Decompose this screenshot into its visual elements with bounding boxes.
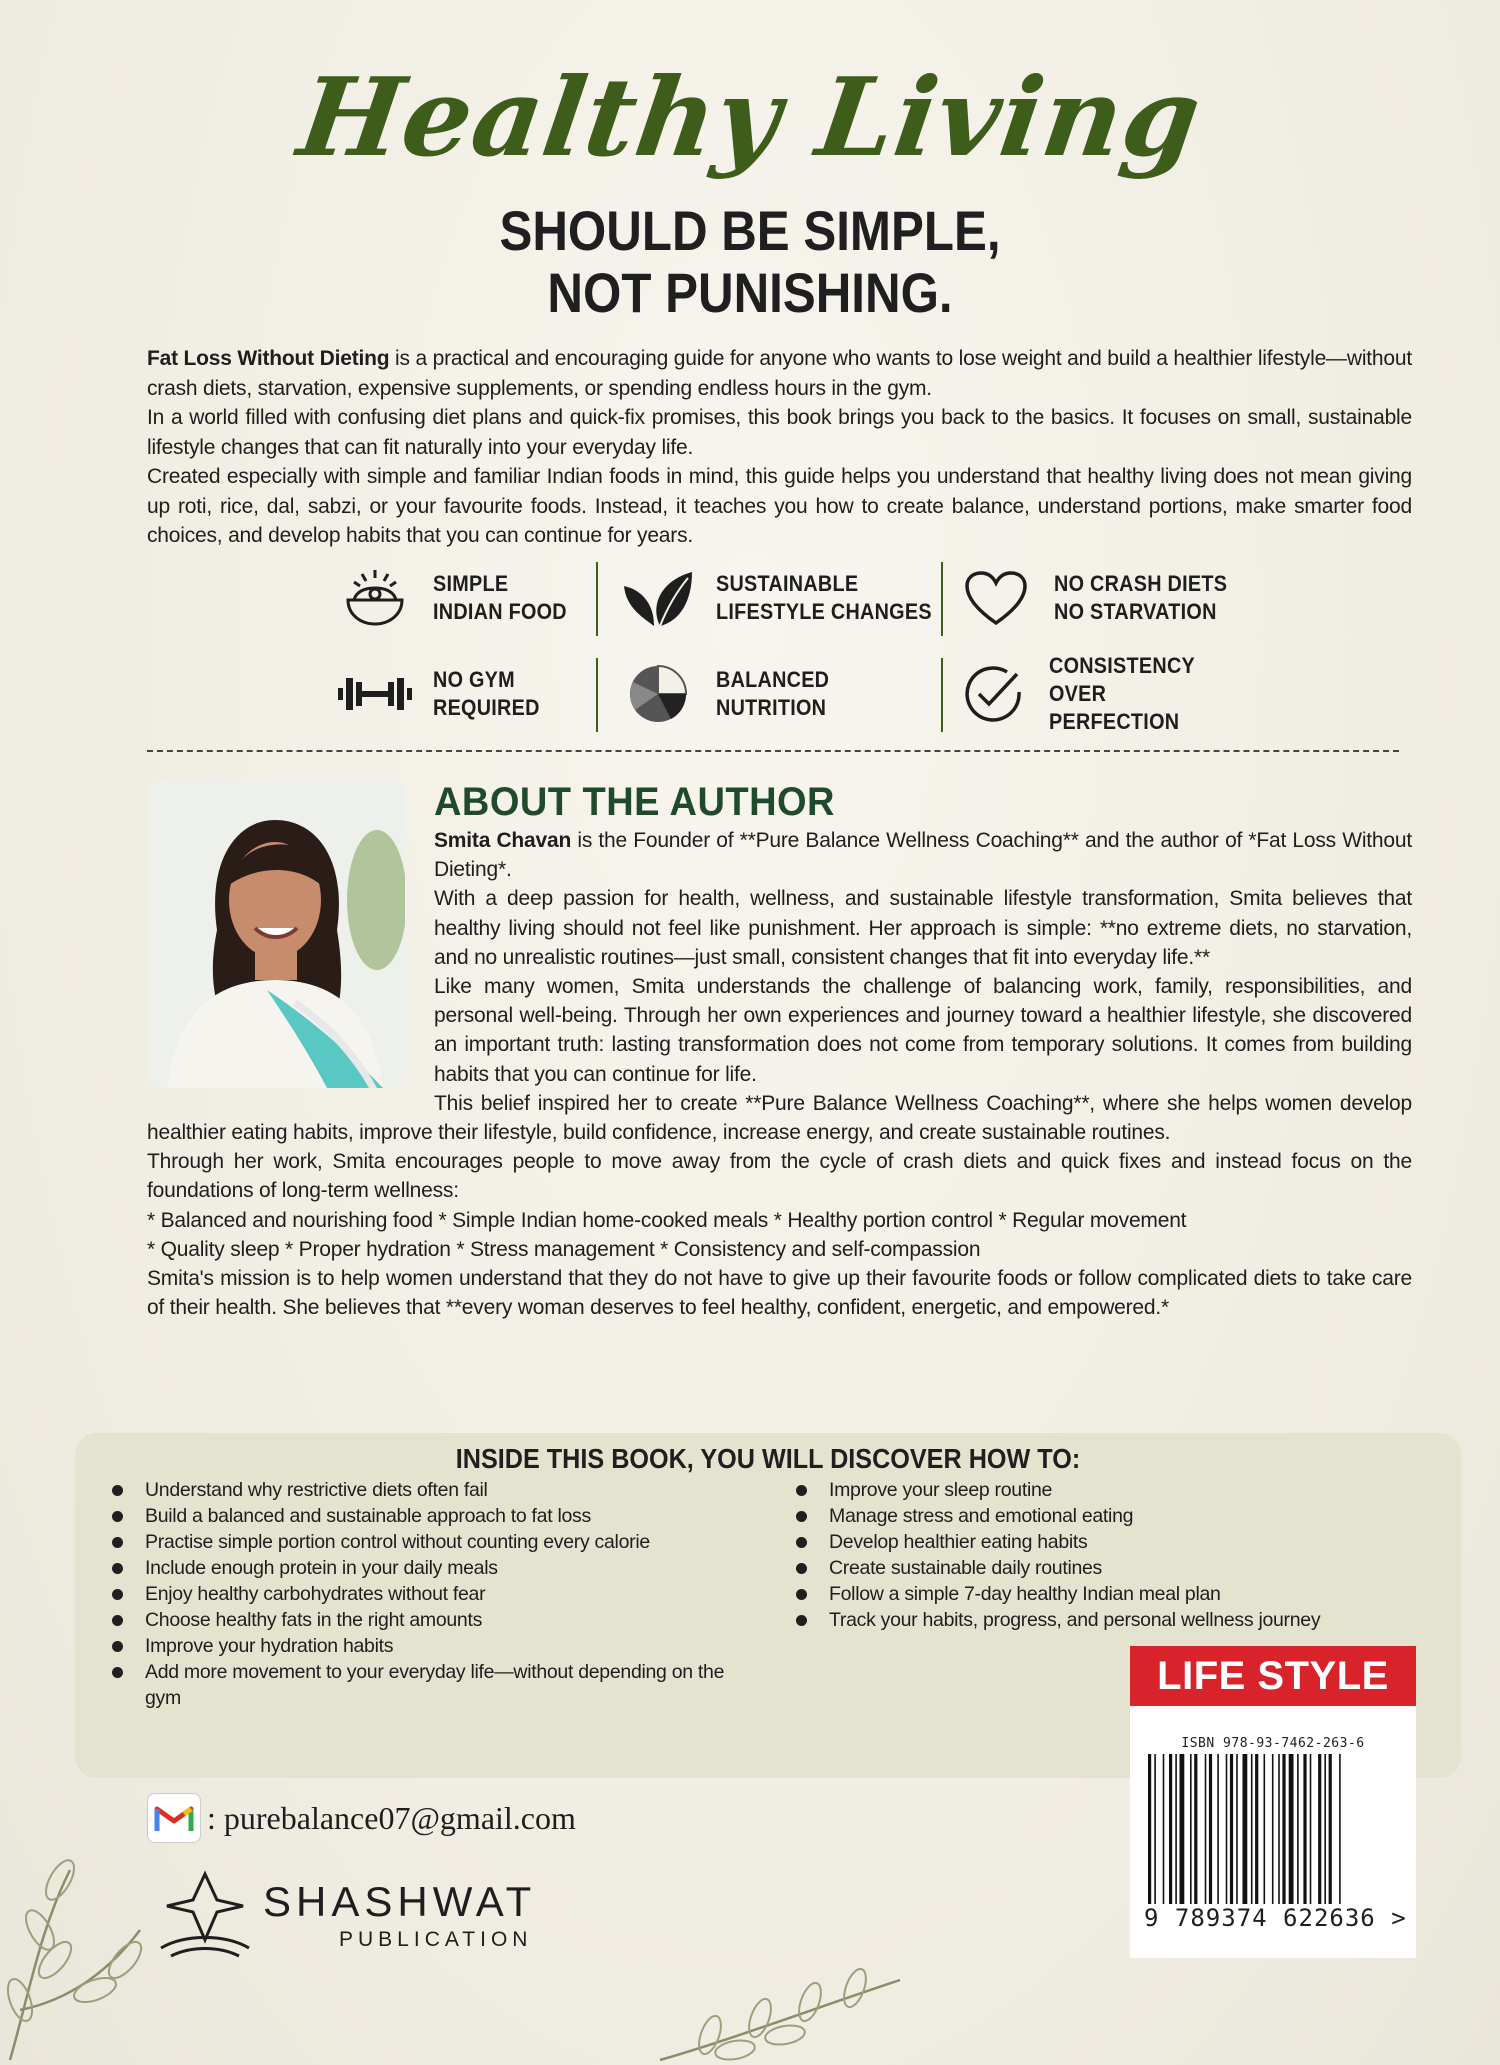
list-item: Understand why restrictive diets often fail <box>109 1477 809 1503</box>
feature-label: SIMPLE INDIAN FOOD <box>433 571 567 624</box>
feature-label: NO CRASH DIETS NO STARVATION <box>1054 571 1228 624</box>
feature-divider <box>941 562 943 636</box>
author-paragraph-5: Through her work, Smita encourages people to move away from the cycle of crash diets and quick fixes and instead focus on the foundations of long-term wellness: <box>147 1150 1412 1203</box>
about-author-heading: ABOUT THE AUTHOR <box>434 780 835 824</box>
author-paragraph-8: Smita's mission is to help women understand that they do not have to give up their favourite foods or follow complicated diets to take care of their health. She believes that **every woman deserves to feel healthy, confident, energetic, and empowered.* <box>147 1267 1412 1320</box>
feature-balanced-nutrition <box>618 656 842 732</box>
feature-no-crash-diets <box>956 560 1246 636</box>
author-paragraph-3: Like many women, Smita understands the challenge of balancing work, family, responsibilities, and personal well-being. Through her own experiences and journey toward a healthier lifestyle, she discovered an important truth: lasting transformation does not come from temporary solutions. It comes from building habits that you can continue for life. <box>434 975 1412 1086</box>
feature-simple-indian-food <box>335 560 582 636</box>
intro-paragraph-2: In a world filled with confusing diet plans and quick-fix promises, this book brings you back to the basics. It focuses on small, sustainable lifestyle changes that can fit naturally into your everyday life. <box>147 406 1412 459</box>
author-paragraph-4: This belief inspired her to create **Pure Balance Wellness Coaching**, where she helps women develop healthier eating habits, improve their lifestyle, build confidence, increase energy, and create sustainable routines. <box>147 1091 1412 1145</box>
publisher-logo <box>155 1870 595 1960</box>
barcode <box>1130 1706 1416 1958</box>
publisher-sub: PUBLICATION <box>339 1928 533 1951</box>
list-item: Improve your sleep routine <box>793 1477 1453 1503</box>
barcode-digits: 9 789374 622636 > <box>1144 1904 1407 1932</box>
feature-no-gym <box>335 656 552 732</box>
discover-title: INSIDE THIS BOOK, YOU WILL DISCOVER HOW TO: <box>455 1443 1081 1474</box>
list-item: Build a balanced and sustainable approach to fat loss <box>109 1503 809 1529</box>
gmail-icon <box>147 1793 201 1843</box>
isbn-text: ISBN 978-93-7462-263-6 <box>1181 1736 1365 1751</box>
discover-list-left <box>109 1477 809 1711</box>
book-title: Fat Loss Without Dieting <box>147 347 390 370</box>
pie-chart-icon <box>618 659 698 729</box>
list-item: Manage stress and emotional eating <box>793 1503 1453 1529</box>
list-item: Practise simple portion control without counting every calorie <box>109 1529 809 1555</box>
feature-label: NO GYM REQUIRED <box>433 667 540 720</box>
feature-divider <box>596 562 598 636</box>
intro-paragraph-1: Fat Loss Without Dieting is a practical and encouraging guide for anyone who wants to lose weight and build a healthier lifestyle—without crash diets, starvation, expensive supplements, or spending endless hours in the gym. <box>147 347 1412 400</box>
list-item: Add more movement to your everyday life—without depending on the gym <box>109 1659 745 1711</box>
feature-divider <box>596 658 598 732</box>
feature-consistency <box>956 653 1250 734</box>
contact-email <box>147 1793 576 1843</box>
list-item: Choose healthy fats in the right amounts <box>109 1607 809 1633</box>
list-item: Follow a simple 7-day healthy Indian meal plan <box>793 1581 1453 1607</box>
barcode-bars-icon <box>1148 1754 1398 1904</box>
intro-paragraph-3: Created especially with simple and familiar Indian foods in mind, this guide helps you understand that healthy living does not mean giving up roti, rice, dal, sabzi, or your favourite foods. Instead, it teaches you how to create balance, understand portions, make smarter food choices, and develop habits that you can continue for years. <box>147 465 1412 547</box>
subtitle-line-2: NOT PUNISHING. <box>547 261 953 324</box>
subtitle <box>90 200 1410 324</box>
author-paragraph-7: * Quality sleep * Proper hydration * Stress management * Consistency and self-compassion <box>147 1237 981 1261</box>
author-bio <box>147 826 1412 1322</box>
section-divider <box>147 750 1399 752</box>
feature-label: SUSTAINABLE LIFESTYLE CHANGES <box>716 571 932 624</box>
feature-label: CONSISTENCY OVER PERFECTION <box>1048 653 1195 734</box>
publisher-emblem-icon <box>155 1870 255 1960</box>
check-circle-icon <box>956 659 1031 729</box>
email-address[interactable]: : purebalance07@gmail.com <box>207 1799 576 1836</box>
dumbbell-icon <box>335 659 415 729</box>
subtitle-line-1: SHOULD BE SIMPLE, <box>499 199 1001 262</box>
list-item: Improve your hydration habits <box>109 1633 809 1659</box>
discover-list-right <box>793 1477 1453 1633</box>
author-paragraph-6: * Balanced and nourishing food * Simple Indian home-cooked meals * Healthy portion control * Regular movement <box>147 1208 1187 1232</box>
feature-grid <box>330 560 1250 740</box>
list-item: Include enough protein in your daily meals <box>109 1555 809 1581</box>
feature-label: BALANCED NUTRITION <box>716 667 830 720</box>
feature-divider <box>941 658 943 732</box>
list-item: Track your habits, progress, and personal wellness journey <box>793 1607 1453 1633</box>
author-paragraph-1: Smita Chavan is the Founder of **Pure Balance Wellness Coaching** and the author of *Fat Loss Without Dieting*. <box>434 829 1413 882</box>
category-label: LIFE STYLE <box>1130 1646 1416 1706</box>
author-name: Smita Chavan <box>434 829 572 852</box>
list-item: Create sustainable daily routines <box>793 1555 1453 1581</box>
food-bowl-icon <box>335 563 415 633</box>
script-title: Healthy Living <box>291 55 1209 181</box>
list-item: Enjoy healthy carbohydrates without fear <box>109 1581 809 1607</box>
heart-icon <box>956 563 1036 633</box>
list-item: Develop healthier eating habits <box>793 1529 1453 1555</box>
author-paragraph-2: With a deep passion for health, wellness, and sustainable lifestyle transformation, Smita believes that healthy living should not feel like punishment. Her approach is simple: **no extreme diets, no starvation, and no unrealistic routines—just small, consistent changes that fit into everyday life.** <box>434 887 1412 969</box>
publisher-name: SHASHWAT <box>263 1878 537 1925</box>
feature-sustainable-lifestyle <box>618 560 956 636</box>
intro-text <box>147 344 1412 551</box>
leaf-icon <box>618 563 698 633</box>
